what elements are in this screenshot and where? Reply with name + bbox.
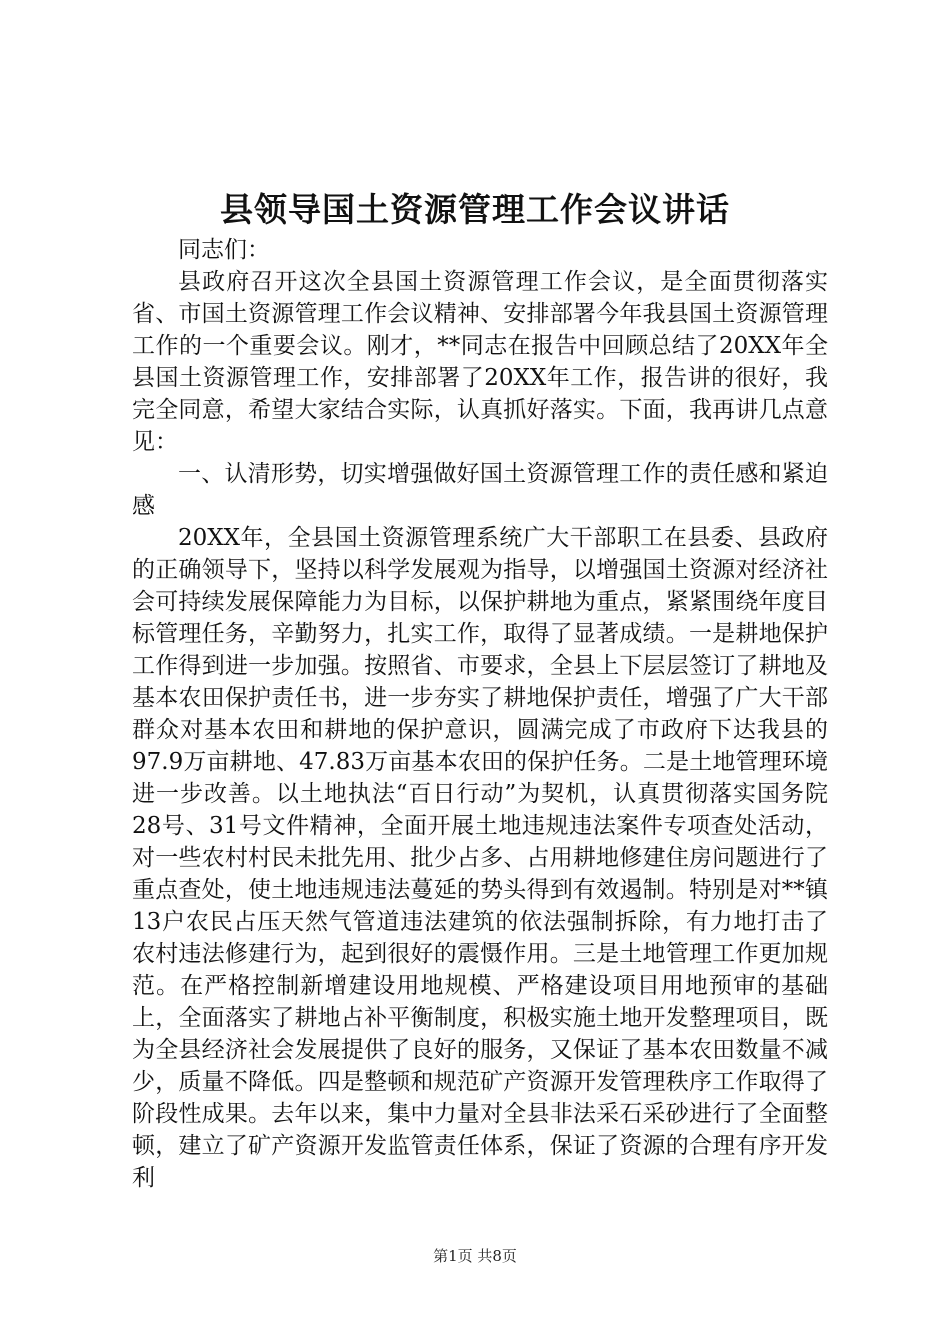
page-footer: 第1页 共8页	[433, 1247, 517, 1265]
document-title: 县领导国土资源管理工作会议讲话	[220, 190, 730, 229]
salutation: 同志们：	[178, 237, 270, 263]
document-body	[132, 234, 828, 1194]
paragraph-intro: 县政府召开这次全县国土资源管理工作会议，是全面贯彻落实省、市国土资源管理工作会议精神、安排部署今年我县国土资源管理工作的一个重要会议。刚才，**同志在报告中回顾总结了20XX年全县国土资源管理工作，安排部署了20XX年工作，报告讲的很好，我完全同意，希望大家结合实际，认真抓好落实。下面，我再讲几点意见：	[132, 269, 828, 455]
section-heading-1: 一、认清形势，切实增强做好国土资源管理工作的责任感和紧迫感	[132, 461, 828, 519]
paragraph-achievements: 20XX年，全县国土资源管理系统广大干部职工在县委、县政府的正确领导下，坚持以科学发展观为指导，以增强国土资源对经济社会可持续发展保障能力为目标，以保护耕地为重点，紧紧围绕年度目标管理任务，辛勤努力，扎实工作，取得了显著成绩。一是耕地保护工作得到进一步加强。按照省、市要求，全县上下层层签订了耕地及基本农田保护责任书，进一步夯实了耕地保护责任，增强了广大干部群众对基本农田和耕地的保护意识，圆满完成了市政府下达我县的97.9万亩耕地、47.83万亩基本农田的保护任务。二是土地管理环境进一步改善。以土地执法“百日行动”为契机，认真贯彻落实国务院28号、31号文件精神，全面开展土地违规违法案件专项查处活动，对一些农村村民未批先用、批少占多、占用耕地修建住房问题进行了重点查处，使土地违规违法蔓延的势头得到有效遏制。特别是对**镇13户农民占压天然气管道违法建筑的依法强制拆除，有力地打击了农村违法修建行为，起到很好的震慑作用。三是土地管理工作更加规范。在严格控制新增建设用地规模、严格建设项目用地预审的基础上，全面落实了耕地占补平衡制度，积极实施土地开发整理项目，既为全县经济社会发展提供了良好的服务，又保证了基本农田数量不减少，质量不降低。四是整顿和规范矿产资源开发管理秩序工作取得了阶段性成果。去年以来，集中力量对全县非法采石采砂进行了全面整顿，建立了矿产资源开发监管责任体系，保证了资源的合理有序开发利	[132, 525, 828, 1191]
